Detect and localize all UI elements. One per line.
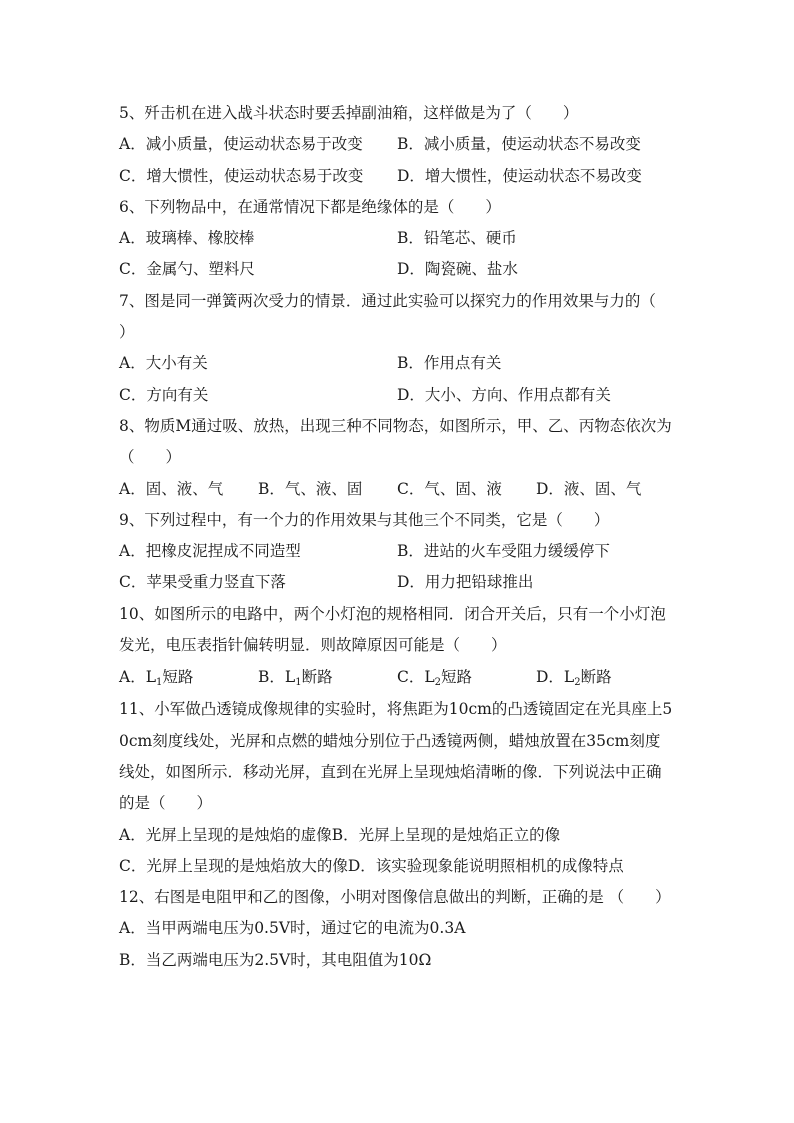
exam-page	[119, 98, 687, 976]
question-9-option-c: C．苹果受重力竖直下落	[119, 573, 286, 592]
question-8-option-d: D．液、固、气	[536, 479, 642, 498]
question-7-option-b: B．作用点有关	[397, 354, 502, 373]
question-6-option-b: B．铅笔芯、硬币	[397, 229, 517, 248]
question-10-option-b: B．$L_1$断路	[258, 668, 333, 689]
question-11-stem: 11、小军做凸透镜成像规律的实验时，将焦距为10cm的凸透镜固定在光具座上50cm刻度线处，光屏和点燃的蜡烛分别位于凸透镜两侧，蜡烛放置在35cm刻度线处，如图所示．移动光屏，直到在光屏上呈现烛焰清晰的像．下列说法中正确的是（ ）	[119, 700, 673, 813]
question-5-options-row-2	[119, 161, 679, 192]
question-7-stem: 7、图是同一弹簧两次受力的情景．通过此实验可以探究力的作用效果与力的（ ）	[119, 291, 687, 342]
question-9-option-a: A．把橡皮泥捏成不同造型	[119, 542, 301, 561]
question-8-stem: 8、物质M通过吸、放热，出现三种不同物态，如图所示，甲、乙、丙物态依次为（ ）	[119, 416, 672, 467]
question-6-option-d: D．陶瓷碗、盐水	[397, 260, 518, 279]
question-12-stem: 12、右图是电阻甲和乙的图像，小明对图像信息做出的判断，正确的是 （ ）	[119, 888, 671, 907]
question-9-stem: 9、下列过程中，有一个力的作用效果与其他三个不同类，它是（ ）	[119, 510, 610, 529]
question-9-option-d: D．用力把铅球推出	[397, 573, 534, 592]
question-6-option-a: A．玻璃棒、橡胶棒	[119, 229, 255, 248]
question-9-options-row-2	[119, 567, 679, 598]
question-8-option-b: B．气、液、固	[258, 479, 363, 498]
question-7-option-d: D．大小、方向、作用点都有关	[397, 385, 611, 404]
question-6-option-c: C．金属勺、塑料尺	[119, 260, 255, 279]
question-8-option-a: A．固、液、气	[119, 479, 224, 498]
question-9-option-b: B．进站的火车受阻力缓缓停下	[397, 542, 610, 561]
question-5-options-row-1	[119, 129, 679, 160]
question-11-option-ab: A．光屏上呈现的是烛焰的虚像B．光屏上呈现的是烛焰正立的像	[119, 825, 561, 844]
question-9-options-row-1	[119, 536, 679, 567]
question-5-option-d: D．增大惯性，使运动状态不易改变	[397, 166, 642, 185]
question-6-stem: 6、下列物品中，在通常情况下都是绝缘体的是（ ）	[119, 197, 501, 216]
question-11-option-cd: C．光屏上呈现的是烛焰放大的像D．该实验现象能说明照相机的成像特点	[119, 856, 624, 875]
question-7-option-a: A．大小有关	[119, 354, 208, 373]
question-10-stem: 10、如图所示的电路中，两个小灯泡的规格相同．闭合开关后，只有一个小灯泡发光，电压表指针偏转明显．则故障原因可能是（ ）	[119, 604, 666, 655]
question-7-option-c: C．方向有关	[119, 385, 209, 404]
question-8-options	[119, 474, 679, 505]
question-12-option-a: A．当甲两端电压为0.5V时，通过它的电流为0.3A	[119, 919, 466, 938]
question-5-option-a: A．减小质量，使运动状态易于改变	[119, 135, 363, 154]
question-8-option-c: C．气、固、液	[397, 479, 502, 498]
question-5-stem: 5、歼击机在进入战斗状态时要丢掉副油箱，这样做是为了（ ）	[119, 104, 579, 122]
question-7-options-row-2	[119, 380, 679, 411]
question-5-option-c: C．增大惯性，使运动状态易于改变	[119, 166, 364, 185]
question-6-options-row-2	[119, 254, 679, 285]
question-7-options-row-1	[119, 348, 679, 379]
question-10-option-d: D．$L_2$断路	[536, 668, 612, 689]
question-12-option-b: B．当乙两端电压为2.5V时，其电阻值为10Ω	[119, 950, 432, 969]
question-10-option-a: A．$L_1$短路	[119, 668, 194, 689]
question-5-option-b: B．减小质量，使运动状态不易改变	[397, 135, 641, 154]
question-10-option-c: C．$L_2$短路	[397, 668, 473, 689]
question-6-options-row-1	[119, 223, 679, 254]
question-10-options	[119, 661, 679, 694]
